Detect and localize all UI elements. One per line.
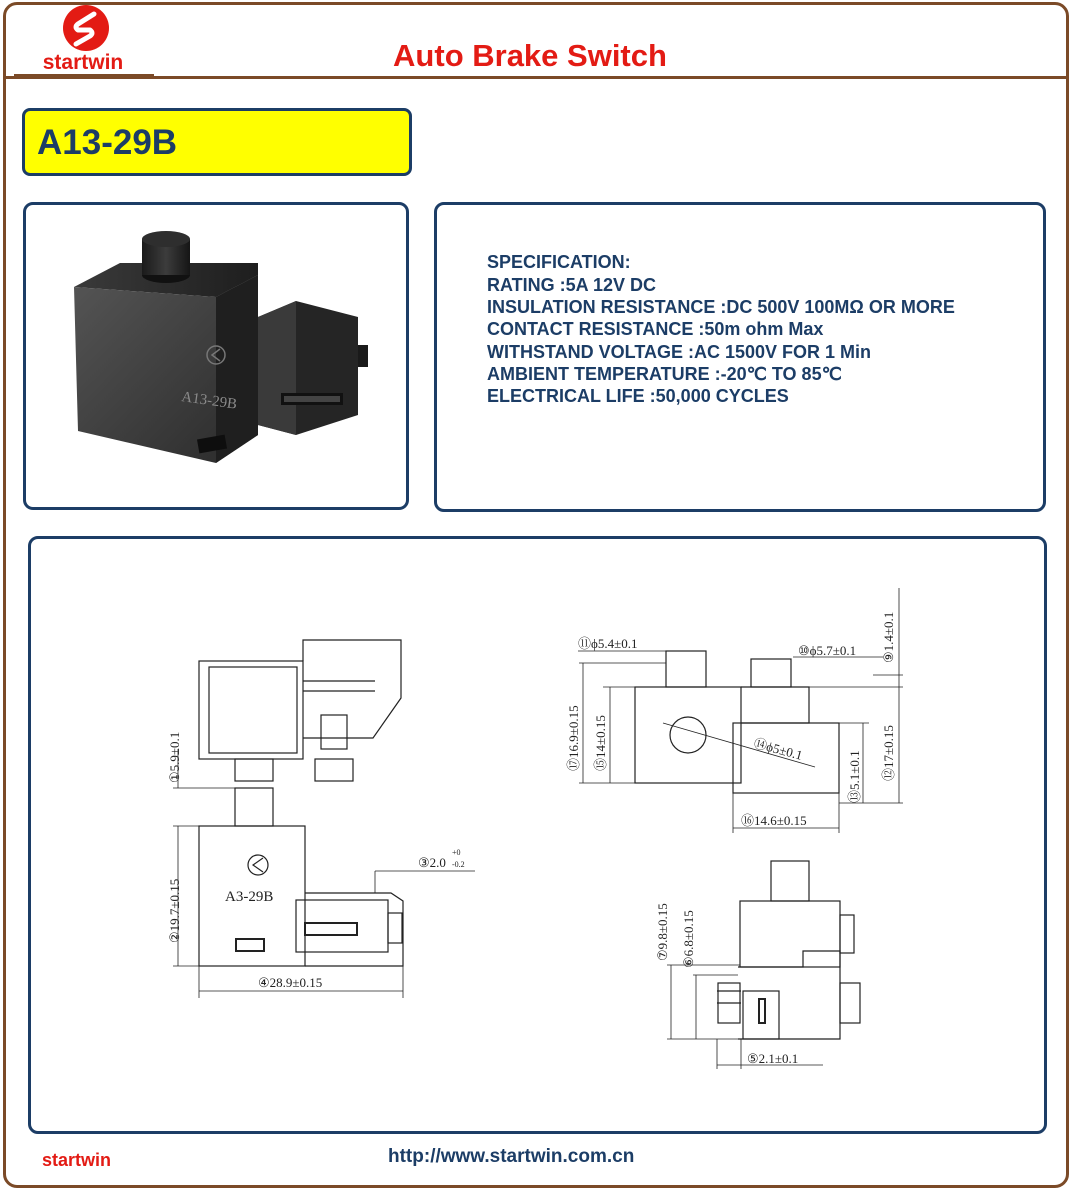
dim-tolerance-lower: -0.2 [452, 860, 465, 869]
spec-item: INSULATION RESISTANCE :DC 500V 100MΩ OR MORE [487, 297, 955, 318]
brand-logo [18, 3, 148, 75]
startwin-logo-icon [58, 3, 114, 53]
header-divider [3, 76, 1069, 79]
right-side-dimension-lines [667, 965, 823, 1069]
product-photo [26, 205, 406, 507]
spec-item: ELECTRICAL LIFE :50,000 CYCLES [487, 386, 789, 407]
spec-item: RATING :5A 12V DC [487, 275, 657, 295]
spec-heading: SPECIFICATION: [487, 252, 631, 272]
spec-item: AMBIENT TEMPERATURE :-20℃ TO 85℃ [487, 363, 842, 384]
drawing-part-label: A3-29B [225, 889, 274, 905]
footer-brand: startwin [42, 1150, 112, 1170]
product-photo-panel [23, 202, 409, 510]
left-dimension-lines [173, 749, 475, 998]
dim-label: ⑮14±0.15 [593, 715, 608, 771]
dim-label: ⑬5.1±0.1 [847, 750, 862, 803]
spec-item: WITHSTAND VOLTAGE :AC 1500V FOR 1 Min [487, 341, 872, 362]
dim-label: ⑯14.6±0.15 [741, 813, 807, 828]
footer-url-link[interactable]: http://www.startwin.com.cn [388, 1146, 635, 1167]
spec-list [487, 274, 955, 407]
technical-drawing [31, 539, 1044, 1131]
model-number: A13-29B [37, 123, 178, 162]
dim-tolerance-upper: +0 [452, 848, 461, 857]
front-view [199, 788, 403, 966]
dim-label: ⑫17±0.15 [881, 725, 896, 781]
dim-label: ④28.9±0.15 [258, 975, 323, 990]
dim-label: ⑦9.8±0.15 [655, 903, 670, 961]
dim-label: ⑰16.9±0.15 [566, 705, 581, 771]
specification-panel [434, 202, 1046, 512]
top-view [199, 640, 401, 781]
page-title: Auto Brake Switch [393, 38, 667, 73]
brand-name: startwin [42, 51, 124, 74]
logo-underline [14, 74, 154, 76]
dim-label: ⑨1.4±0.1 [881, 611, 896, 663]
spec-item: CONTACT RESISTANCE :50m ohm Max [487, 319, 824, 340]
dim-label: ⑪ϕ5.4±0.1 [578, 636, 638, 651]
dim-label: ①5.9±0.1 [167, 731, 182, 783]
model-banner [22, 108, 412, 176]
dim-label: ⑥6.8±0.15 [681, 910, 696, 968]
dim-label: ⑩ϕ5.7±0.1 [798, 643, 857, 658]
right-side-view [717, 861, 860, 1039]
right-top-view [635, 651, 839, 793]
dim-label: ③2.0 [418, 855, 446, 870]
technical-drawing-panel [28, 536, 1047, 1134]
dim-label: ②19.7±0.15 [167, 878, 182, 943]
dim-label: ⑤2.1±0.1 [747, 1051, 799, 1066]
dim-label: ⑭ϕ5±0.1 [752, 735, 805, 763]
photo-part-marking: A13-29B [180, 389, 238, 413]
